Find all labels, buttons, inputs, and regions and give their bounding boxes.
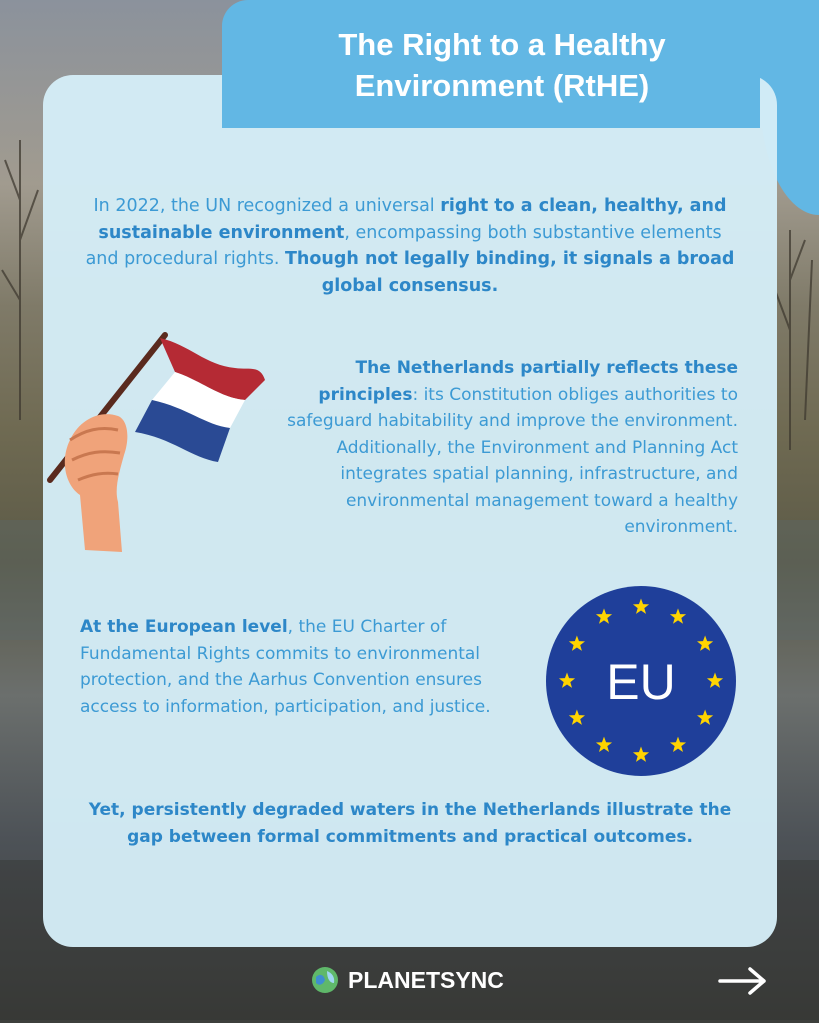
raised-fist-flag-icon — [40, 320, 270, 570]
planet-leaf-logo-icon — [310, 965, 340, 995]
page-title — [222, 24, 782, 106]
conclusion-paragraph: Yet, persistently degraded waters in the Netherlands illustrate the gap between formal commitments and practical outcomes. — [88, 800, 732, 847]
arrow-right-icon[interactable] — [716, 965, 770, 997]
intro-bold-1: right to a clean, healthy, and sustainable environment — [98, 196, 727, 243]
intro-text-1: In 2022, the UN recognized a universal — [93, 196, 441, 216]
title-line-2: Environment (RtHE) — [354, 68, 650, 103]
title-line-1: The Right to a Healthy — [338, 27, 666, 62]
netherlands-text: : its Constitution obliges authorities to safeguard habitability and improve the environment. Additionally, the Environment and Planning Act integrates spatial planning, infrastructure, and environmental management toward a healthy environment. — [287, 384, 738, 537]
intro-paragraph — [80, 193, 740, 299]
eu-bold: At the European level — [80, 617, 288, 637]
eu-emblem-icon — [545, 585, 737, 777]
eu-emblem-label: EU — [606, 654, 676, 710]
intro-text-2: , encompassing both substantive elements and procedural rights. — [85, 222, 722, 269]
netherlands-paragraph — [250, 355, 738, 541]
eu-text: , the EU Charter of Fundamental Rights commits to environmental protection, and the Aarhus Convention ensures access to information, participation, and justice. — [80, 617, 491, 717]
brand-name: PLANETSYNC — [348, 967, 504, 993]
netherlands-bold: The Netherlands partially reflects these principles — [318, 358, 738, 405]
eu-paragraph — [80, 614, 530, 720]
intro-bold-2: Though not legally binding, it signals a broad global consensus. — [284, 249, 735, 296]
